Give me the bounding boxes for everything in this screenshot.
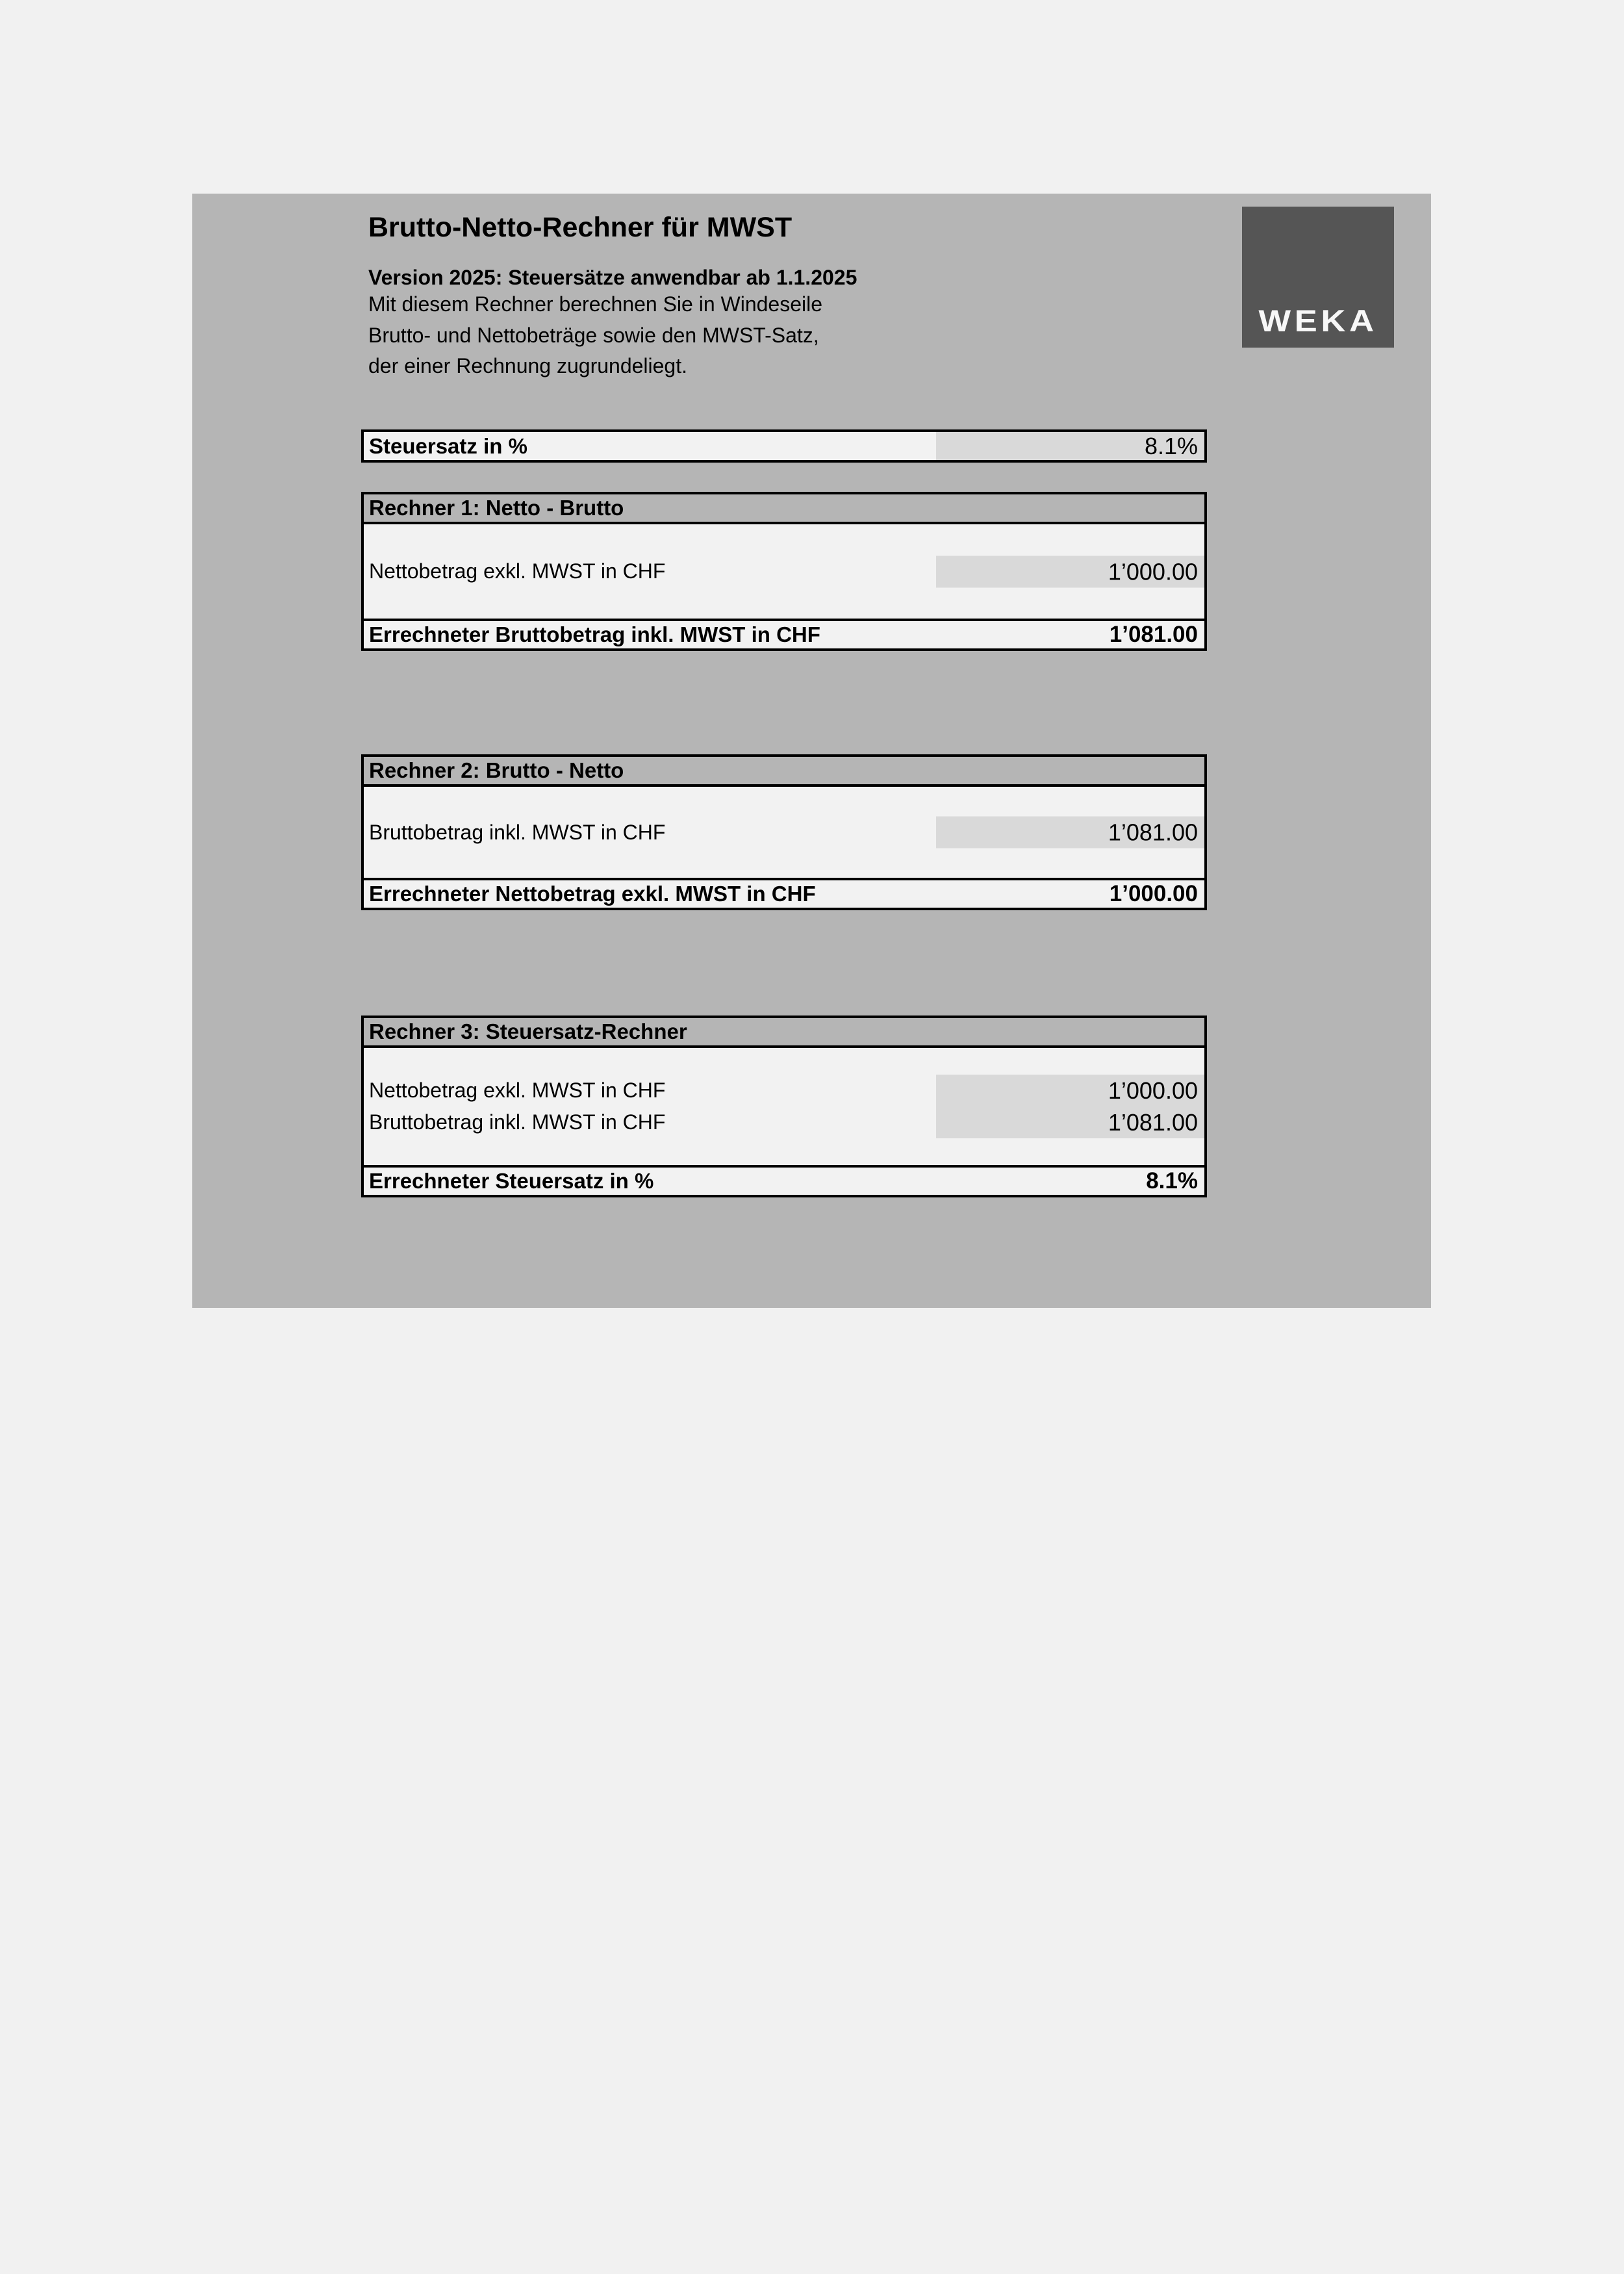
calculator-1-input-value: 1’000.00 [1108,558,1198,585]
calculator-2-result-row [364,878,1204,908]
calculator-3-input-cell[interactable] [936,1075,1204,1138]
calculator-3-result-row [364,1165,1204,1195]
calculator-1-title: Rechner 1: Netto - Brutto [364,494,1204,524]
calculator-2-input-label: Bruttobetrag inkl. MWST in CHF [369,820,666,844]
intro-text [368,289,822,382]
calculator-2-input-cell[interactable] [936,817,1204,849]
calculator-1-result-row [364,619,1204,648]
calculator-3-input-label-brutto: Bruttobetrag inkl. MWST in CHF [369,1110,666,1134]
calculator-1-result-value: 1’081.00 [1109,622,1198,647]
calculator-3-input-value-netto: 1’000.00 [1108,1077,1198,1104]
calculator-3-result-value: 8.1% [1146,1168,1198,1194]
calculator-3 [361,1016,1207,1197]
calculator-2-body [364,787,1204,878]
worksheet-panel [192,194,1431,1308]
calculator-2-title: Rechner 2: Brutto - Netto [364,757,1204,787]
calculator-1-input-label: Nettobetrag exkl. MWST in CHF [369,559,666,583]
calculator-3-result-label: Errechneter Steuersatz in % [369,1169,654,1193]
calculator-1 [361,492,1207,651]
calculator-3-body [364,1048,1204,1165]
calculator-3-input-value-brutto: 1’081.00 [1108,1109,1198,1136]
tax-rate-input-cell[interactable] [936,432,1204,460]
calculator-2-result-label: Errechneter Nettobetrag exkl. MWST in CHF [369,882,816,906]
calculator-2 [361,754,1207,910]
calculator-2-result-value: 1’000.00 [1109,881,1198,906]
version-subtitle: Version 2025: Steuersätze anwendbar ab 1.1.2025 [368,266,857,289]
page-title: Brutto-Netto-Rechner für MWST [368,212,793,243]
intro-line-1: Mit diesem Rechner berechnen Sie in Windeseile [368,292,823,316]
tax-rate-label: Steuersatz in % [369,433,527,458]
intro-line-2: Brutto- und Nettobeträge sowie den MWST-Satz, [368,323,819,347]
tax-rate-value: 8.1% [1144,433,1198,459]
weka-logo-text: WEKA [1258,303,1378,338]
calculator-3-title: Rechner 3: Steuersatz-Rechner [364,1018,1204,1048]
tax-rate-row [361,429,1207,463]
calculator-2-input-value: 1’081.00 [1108,819,1198,846]
calculator-1-result-label: Errechneter Bruttobetrag inkl. MWST in CHF [369,622,820,646]
weka-logo [1242,207,1394,348]
calculator-1-input-cell[interactable] [936,556,1204,587]
calculator-1-body [364,524,1204,619]
intro-line-3: der einer Rechnung zugrundeliegt. [368,354,687,377]
calculator-3-input-label-netto: Nettobetrag exkl. MWST in CHF [369,1079,666,1102]
